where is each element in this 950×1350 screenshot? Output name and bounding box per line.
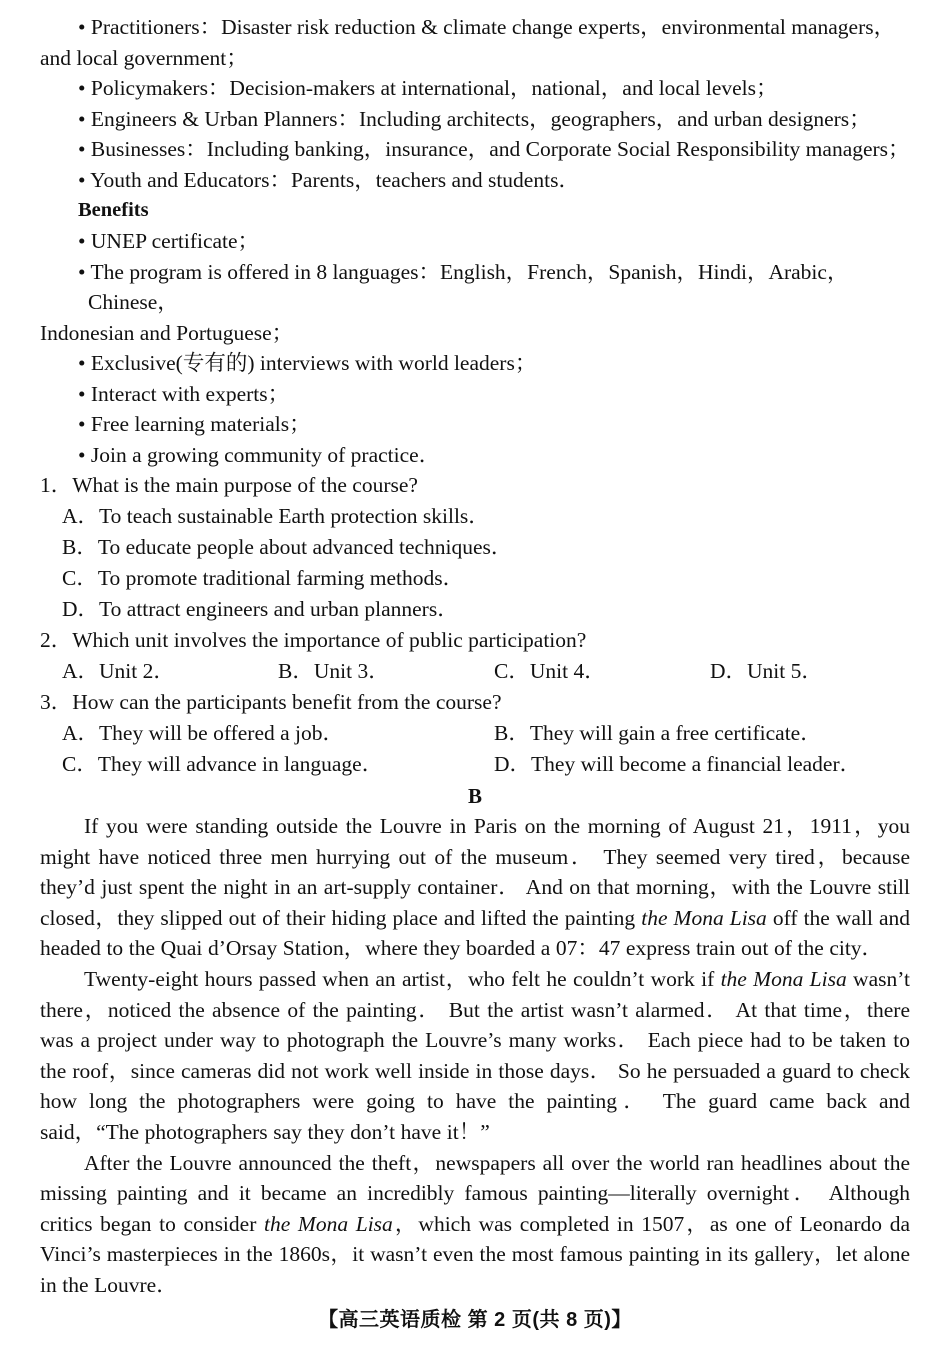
passage-text: off the wall and headed to the Quai d’Orsay Station，where they boarded a 07：47 express train out of the city． bbox=[40, 905, 911, 961]
passage-text: ，which was completed in 1507，as one of Leonardo da Vinci’s masterpieces in the 1860s，it wasn’t even the most famous painting in its gallery，let alone in the Louvre． bbox=[40, 1211, 910, 1297]
question-stem: 2．Which unit involves the importance of public participation? bbox=[40, 628, 587, 652]
question-option[interactable]: C．Unit 4． bbox=[494, 659, 606, 683]
question-option-row bbox=[40, 718, 910, 749]
list-item: • Join a growing community of practice． bbox=[78, 442, 441, 467]
list-item: • Interact with experts； bbox=[78, 381, 290, 406]
question-option-row bbox=[40, 749, 910, 780]
list-item: • Exclusive(专有的) interviews with world leaders； bbox=[78, 351, 537, 375]
question-2 bbox=[40, 625, 910, 687]
question-option[interactable]: D．Unit 5． bbox=[710, 659, 823, 683]
list-item: • Policymakers：Decision-makers at international，national，and local levels； bbox=[78, 76, 778, 100]
question-option[interactable]: B．To educate people about advanced techniques． bbox=[62, 535, 513, 559]
question-option[interactable]: C．They will advance in language． bbox=[62, 752, 384, 776]
page-footer: 【高三英语质检 第 2 页(共 8 页)】 bbox=[318, 1309, 632, 1331]
passage-text: If you were standing outside the Louvre in Paris on the morning of August 21，1911，you might have noticed three men hurrying out of the museum． They seemed very tired，because they’d just spent the night in an art-supply container． And on that morning，with the Louvre still closed，they slipped out of their hiding place and lifted the painting bbox=[40, 814, 910, 930]
list-item-continuation: Indonesian and Portuguese； bbox=[40, 320, 294, 345]
question-option[interactable]: C．To promote traditional farming methods． bbox=[62, 566, 465, 590]
question-option[interactable]: B．Unit 3． bbox=[278, 659, 390, 683]
question-1 bbox=[40, 470, 910, 625]
list-item: • Practitioners：Disaster risk reduction & climate change experts，environmental managers， bbox=[78, 15, 896, 39]
list-item: • Free learning materials； bbox=[78, 412, 311, 436]
list-item: • The program is offered in 8 languages：English，French，Spanish，Hindi，Arabic，Chinese， bbox=[78, 259, 849, 314]
question-option-row bbox=[40, 656, 910, 687]
question-option[interactable]: A．Unit 2． bbox=[62, 659, 175, 683]
benefits-bullet-list bbox=[40, 226, 910, 470]
benefits-heading: Benefits bbox=[78, 199, 149, 221]
question-option[interactable]: B．They will gain a free certificate． bbox=[494, 721, 822, 745]
question-option[interactable]: A．To teach sustainable Earth protection skills． bbox=[62, 504, 490, 528]
question-3 bbox=[40, 687, 910, 780]
passage-text: After the Louvre announced the theft，newspapers all over the world ran headlines about the missing painting and it became an incredibly famous painting—literally overnight． Although critics began to consider bbox=[40, 1150, 910, 1236]
list-item: • Engineers & Urban Planners：Including architects，geographers，and urban designers； bbox=[78, 106, 871, 131]
list-item: • Businesses：Including banking，insurance，and Corporate Social Responsibility managers； bbox=[78, 137, 910, 161]
title-italic: the Mona Lisa bbox=[264, 1211, 393, 1236]
section-letter: B bbox=[467, 784, 482, 808]
list-item-continuation: and local government； bbox=[40, 45, 248, 70]
list-item: • UNEP certificate； bbox=[78, 229, 260, 253]
passage-text: Twenty-eight hours passed when an artist，who felt he couldn’t work if bbox=[84, 966, 721, 991]
passage-paragraph-2 bbox=[40, 964, 910, 1148]
list-item: • Youth and Educators：Parents，teachers and students． bbox=[78, 167, 580, 192]
question-stem: 1．What is the main purpose of the course? bbox=[40, 473, 418, 497]
question-option[interactable]: D．To attract engineers and urban planners． bbox=[62, 597, 459, 621]
passage-paragraph-3 bbox=[40, 1148, 910, 1301]
passage-text: wasn’t there，noticed the absence of the painting． But the artist wasn’t alarmed． At that time，there was a project under way to photograph the Louvre’s many works． Each piece had to be taken to the roof，since cameras did not work well inside in those days． So he persuaded a guard to check how long the photographers were going to have the painting． The guard came back and said，“The photographers say they don’t have it！” bbox=[40, 966, 910, 1144]
title-italic: the Mona Lisa bbox=[720, 966, 847, 991]
question-stem: 3．How can the participants benefit from the course? bbox=[40, 690, 502, 714]
question-option[interactable]: D．They will become a financial leader． bbox=[494, 752, 862, 776]
title-italic: the Mona Lisa bbox=[641, 905, 767, 930]
audience-bullet-list bbox=[40, 12, 910, 195]
passage-paragraph-1 bbox=[40, 811, 910, 964]
question-option[interactable]: A．They will be offered a job． bbox=[62, 721, 345, 745]
